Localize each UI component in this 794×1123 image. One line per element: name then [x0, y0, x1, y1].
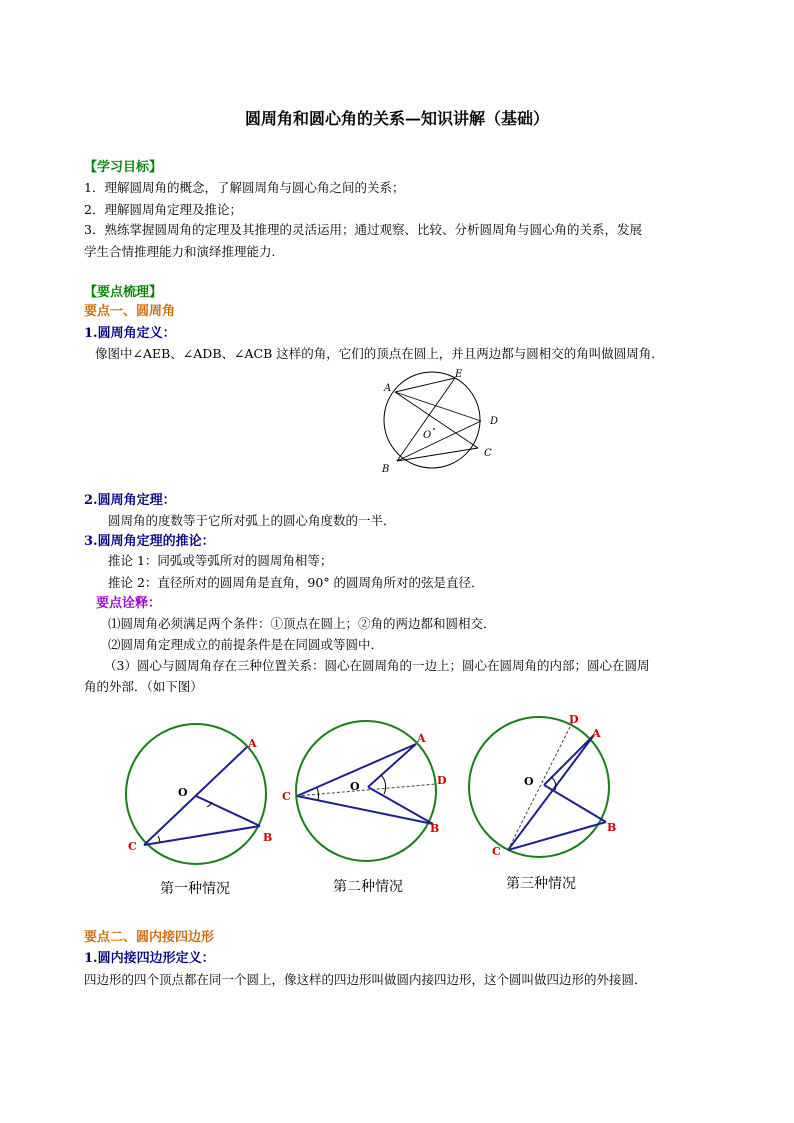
quad-definition-heading: 1.圆内接四边形定义：	[84, 951, 215, 966]
definition-text: 像图中∠AEB、∠ADB、∠ACB 这样的角，它们的顶点在圆上，并且两边都与圆相交的角叫做圆周角．	[95, 346, 664, 361]
label-b: B	[382, 464, 390, 475]
label-a: A	[384, 383, 392, 394]
caption-case-2: 第二种情况	[333, 879, 403, 895]
three-cases-figure	[110, 708, 630, 908]
case-3-diagram	[469, 713, 616, 858]
label-c: C	[484, 448, 492, 459]
case3-label-c: C	[492, 845, 501, 858]
case-1-diagram	[126, 724, 272, 864]
corollary-2: 推论 2：直径所对的圆周角是直角，90° 的圆周角所对的弦是直径．	[108, 575, 484, 590]
objective-3-cont: 学生合情推理能力和演绎推理能力．	[84, 244, 285, 259]
case3-label-d: D	[569, 713, 579, 726]
objective-1: 1．理解圆周角的概念，了解圆周角与圆心角之间的关系；	[84, 180, 405, 195]
case2-label-o: O	[350, 780, 360, 793]
case3-label-a: A	[592, 727, 601, 740]
label-e: E	[455, 369, 463, 380]
case1-label-c: C	[128, 840, 137, 853]
case1-label-b: B	[263, 831, 273, 844]
notes-heading: 要点诠释：	[96, 596, 162, 611]
label-d: D	[490, 416, 499, 427]
case-2-diagram	[282, 721, 447, 861]
case3-label-o: O	[524, 775, 534, 788]
summary-heading: 【要点梳理】	[84, 285, 163, 300]
case1-label-o: O	[178, 786, 188, 799]
case1-label-a: A	[248, 737, 257, 750]
inscribed-angles-figure	[378, 366, 508, 478]
caption-case-1: 第一种情况	[160, 881, 230, 897]
label-o: O	[423, 430, 432, 441]
note-3-cont: 角的外部．（如下图）	[84, 679, 203, 694]
objective-2: 2．理解圆周角定理及推论；	[84, 202, 242, 217]
case2-label-c: C	[282, 790, 291, 803]
case2-label-a: A	[417, 732, 426, 745]
theorem-heading: 2.圆周角定理：	[84, 493, 176, 508]
note-2: ⑵圆周角定理成立的前提条件是在同圆或等圆中．	[108, 637, 384, 652]
theorem-text: 圆周角的度数等于它所对弧上的圆心角度数的一半．	[108, 513, 396, 528]
objective-3: 3．熟练掌握圆周角的定理及其推理的灵活运用；通过观察、比较、分析圆周角与圆心角的关系，发展	[84, 222, 642, 237]
definition-heading: 1.圆周角定义：	[84, 326, 176, 341]
caption-case-3: 第三种情况	[506, 876, 576, 892]
case2-label-b: B	[430, 822, 440, 835]
quad-definition-text: 四边形的四个顶点都在同一个圆上，像这样的四边形叫做圆内接四边形，这个圆叫做四边形的外接圆．	[84, 972, 647, 987]
note-3: （3）圆心与圆周角存在三种位置关系：圆心在圆周角的一边上；圆心在圆周角的内部；圆心在圆周	[104, 658, 650, 673]
page-title: 圆周角和圆心角的关系—知识讲解（基础）	[244, 109, 549, 128]
point2-heading: 要点二、圆内接四边形	[84, 930, 215, 945]
note-1: ⑴圆周角必须满足两个条件：①顶点在圆上；②角的两边都和圆相交．	[108, 616, 496, 631]
point1-heading: 要点一、圆周角	[84, 304, 176, 319]
corollary-heading: 3.圆周角定理的推论：	[84, 534, 215, 549]
case3-label-b: B	[607, 821, 617, 834]
corollary-1: 推论 1：同弧或等弧所对的圆周角相等；	[108, 553, 333, 568]
objectives-heading: 【学习目标】	[84, 160, 163, 175]
case2-label-d: D	[437, 774, 447, 787]
